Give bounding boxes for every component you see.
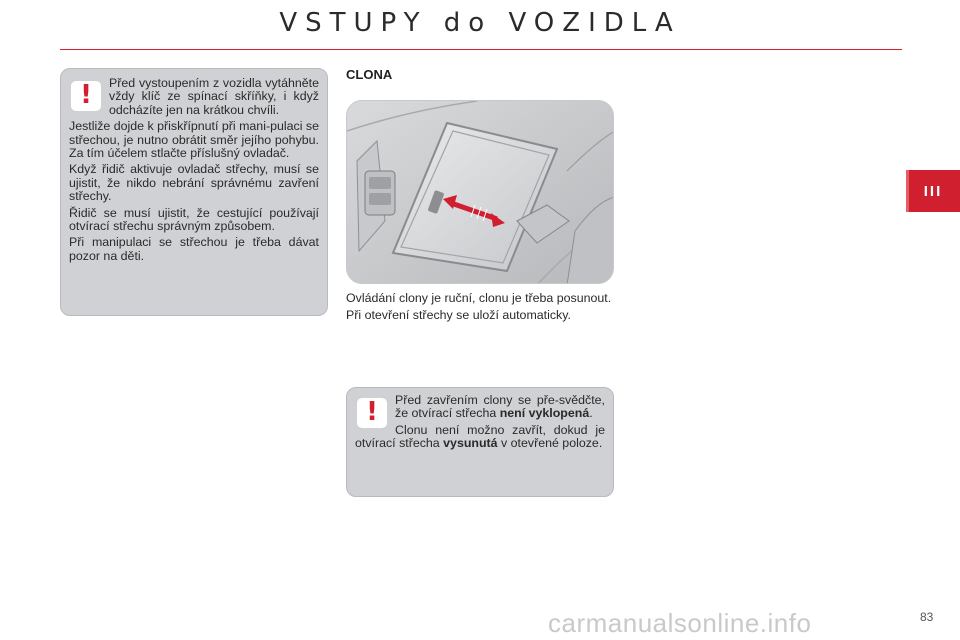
caption-paragraph: Ovládání clony je ruční, clonu je třeba posunout.: [346, 291, 612, 305]
warning-paragraph: Jestliže dojde k přiskřípnutí při mani-pulaci se střechou, je nutno obrátit směr jejího pohybu. Za tím účelem stlačte příslušný ovladač.: [69, 119, 319, 161]
exclamation-icon: !: [357, 398, 387, 428]
exclamation-icon: !: [71, 81, 101, 111]
warning-paragraph: Řidič se musí ujistit, že cestující používají otvírací střechu správným způsobem.: [69, 205, 319, 234]
warning-text: v otevřené poloze.: [497, 436, 603, 451]
sunroof-blind-illustration: [346, 100, 614, 284]
section-heading: CLONA: [346, 67, 393, 82]
watermark: carmanualsonline.info: [548, 608, 812, 638]
warning-emphasis: není vyklopená: [499, 406, 590, 421]
page-number: 83: [920, 610, 934, 624]
warning-emphasis: vysunutá: [443, 436, 498, 451]
title-rule: [60, 49, 902, 50]
warning-box-right: [346, 387, 614, 497]
warning-paragraph: Když řidič aktivuje ovladač střechy, musí se ujistit, že nikdo nebrání správnému zavření střechy.: [69, 162, 319, 204]
warning-text: .: [589, 406, 593, 421]
warning-text: Clonu není možno zavřít, dokud je otvírací střecha: [355, 422, 605, 451]
page-title: VSTUPY do VOZIDLA: [279, 8, 681, 38]
warning-paragraph: Při manipulaci se střechou je třeba dávat pozor na děti.: [69, 235, 319, 263]
chapter-tab[interactable]: III: [906, 170, 960, 212]
caption-paragraph: Při otevření střechy se uloží automaticky.: [346, 308, 571, 323]
warning-paragraph: [385, 394, 605, 421]
figure-caption: [346, 292, 614, 327]
warning-paragraph: Před vystoupením z vozidla vytáhněte vždy klíč ze spínací skříňky, i když odcházíte jen na krátkou chvíli.: [109, 76, 319, 117]
warning-paragraph: [355, 424, 605, 451]
warning-text: Před zavřením clony se pře-svědčte, že otvírací střecha: [395, 393, 605, 421]
warning-box-left: [60, 68, 328, 316]
sunroof-blind-drawing: [347, 101, 614, 284]
